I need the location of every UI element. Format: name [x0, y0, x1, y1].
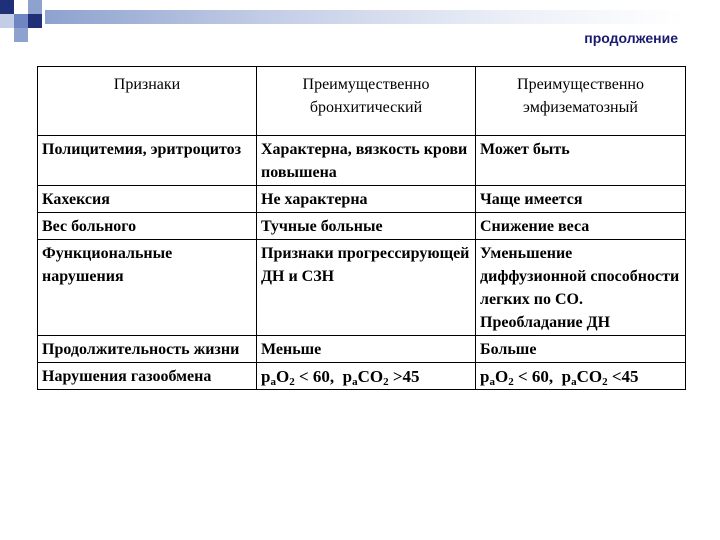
row-label: Кахексия — [38, 186, 257, 213]
table-header-row — [38, 67, 686, 136]
table-cell: Чаще имеется — [476, 186, 686, 213]
formula-o: O — [275, 367, 290, 386]
table-cell: Тучные больные — [257, 213, 476, 240]
formula-co: CO — [357, 367, 384, 386]
gas-formula-bronchitic — [257, 363, 476, 390]
table-row — [38, 213, 686, 240]
table-row — [38, 186, 686, 213]
deco-square — [14, 28, 28, 42]
formula-sub-a: a — [489, 376, 495, 388]
formula-sub-a: a — [270, 376, 276, 388]
table-cell: Снижение веса — [476, 213, 686, 240]
formula-sub-2: 2 — [289, 376, 295, 388]
deco-square — [0, 0, 14, 14]
row-label: Нарушения газообмена — [38, 363, 257, 390]
table-cell: Признаки прогрессирующей ДН и СЗН — [257, 240, 476, 336]
formula-sub-2: 2 — [383, 376, 389, 388]
comparison-table — [37, 66, 686, 390]
header-cell: Преимущественно бронхитический — [257, 67, 476, 136]
deco-square — [0, 14, 14, 28]
table-row — [38, 336, 686, 363]
table-cell: Не характерна — [257, 186, 476, 213]
deco-square — [14, 0, 28, 14]
header-cell: Признаки — [38, 67, 257, 136]
formula-sub-a: a — [571, 376, 577, 388]
formula-co2-threshold: <45 — [611, 367, 639, 386]
table-row — [38, 136, 686, 186]
formula-sub-2: 2 — [602, 376, 608, 388]
table-row — [38, 240, 686, 336]
table-cell: Может быть — [476, 136, 686, 186]
deco-square — [28, 0, 42, 14]
formula-co2-threshold: >45 — [392, 367, 420, 386]
header-cell: Преимущественно эмфизематозный — [476, 67, 686, 136]
table-cell: Характерна, вязкость крови повышена — [257, 136, 476, 186]
formula-co: CO — [576, 367, 603, 386]
row-label: Вес больного — [38, 213, 257, 240]
gas-formula-emphysematous — [476, 363, 686, 390]
table-cell: Меньше — [257, 336, 476, 363]
row-label: Функциональные нарушения — [38, 240, 257, 336]
table-row — [38, 363, 686, 390]
formula-sub-2: 2 — [508, 376, 514, 388]
row-label: Продолжительность жизни — [38, 336, 257, 363]
deco-square — [14, 14, 28, 28]
formula-p: p — [480, 367, 490, 386]
row-label: Полицитемия, эритроцитоз — [38, 136, 257, 186]
formula-p: p — [561, 367, 572, 386]
formula-o2-threshold: < 60, — [517, 367, 554, 386]
deco-square — [28, 14, 42, 28]
formula-p: p — [342, 367, 353, 386]
table-cell: Больше — [476, 336, 686, 363]
formula-o2-threshold: < 60, — [298, 367, 335, 386]
formula-p: p — [261, 367, 271, 386]
header-gradient-band — [45, 10, 685, 24]
formula-sub-a: a — [352, 376, 358, 388]
table-cell: Уменьшение диффузионной способности легких по СО. Преобладание ДН — [476, 240, 686, 336]
formula-o: O — [494, 367, 509, 386]
continuation-label: продолжение — [584, 30, 678, 46]
